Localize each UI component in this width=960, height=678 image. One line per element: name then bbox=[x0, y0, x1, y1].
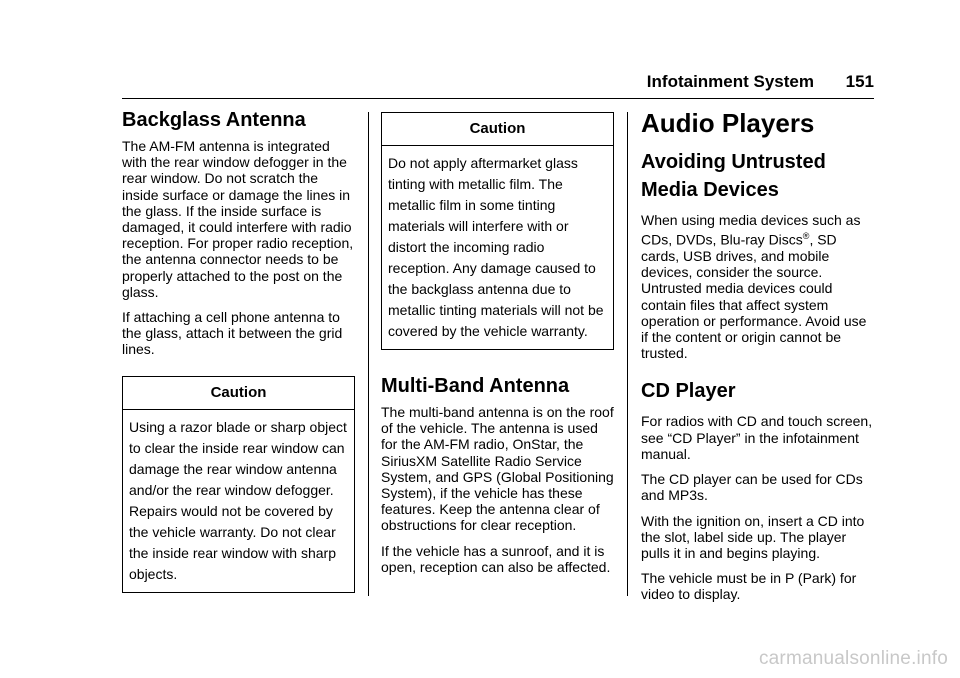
video-park-paragraph: The vehicle must be in P (Park) for video to display. bbox=[641, 570, 857, 603]
cd-player-usage-paragraph: The CD player can be used for CDs and MP3s. bbox=[641, 471, 863, 504]
column-divider bbox=[627, 112, 628, 596]
audio-players-heading: Audio Players bbox=[641, 108, 815, 138]
caution-title: Caution bbox=[123, 377, 354, 410]
caution-box bbox=[381, 112, 614, 350]
caution-text: Using a razor blade or sharp object to clear the inside rear window can damage the rear window antenna and/or the rear window defogger. Repairs would not be covered by the vehicle warranty. Do not clear the inside rear window with sharp objects. bbox=[129, 418, 347, 582]
column-left bbox=[122, 108, 355, 593]
page-number: 151 bbox=[845, 72, 874, 91]
caution-box bbox=[122, 376, 355, 593]
page-header bbox=[122, 72, 874, 99]
backglass-antenna-heading: Backglass Antenna bbox=[122, 109, 306, 131]
untrusted-media-paragraph bbox=[641, 212, 876, 361]
backglass-antenna-paragraph: The AM-FM antenna is integrated with the rear window defogger in the rear window. Do not scratch the inside surface or damage the lines in the glass. If the inside surface is damaged, it could interfere with radio reception. For proper radio reception, the antenna connector needs to be properly attached to the post on the glass. bbox=[122, 138, 354, 300]
multi-band-antenna-paragraph: The multi-band antenna is on the roof of the vehicle. The antenna is used for the AM-FM radio, OnStar, the SiriusXM Satellite Radio Service System, and GPS (Global Positioning System), if the vehicle has these features. Keep the antenna clear of obstructions for clear reception. bbox=[381, 404, 614, 534]
sunroof-paragraph: If the vehicle has a sunroof, and it is open, reception can also be affected. bbox=[381, 542, 611, 575]
untrusted-media-heading: Avoiding Untrusted Media Devices bbox=[641, 151, 826, 201]
registered-trademark: ® bbox=[802, 231, 810, 242]
cd-player-touch-paragraph: For radios with CD and touch screen, see “CD Player” in the infotainment manual. bbox=[641, 413, 873, 462]
column-middle bbox=[381, 112, 614, 584]
column-divider bbox=[368, 112, 369, 596]
cd-player-heading: CD Player bbox=[641, 380, 736, 403]
watermark: carmanualsonline.info bbox=[758, 648, 948, 669]
column-right bbox=[641, 108, 876, 612]
cell-phone-antenna-paragraph: If attaching a cell phone antenna to the glass, attach it between the grid lines. bbox=[122, 309, 343, 358]
caution-title: Caution bbox=[382, 113, 613, 146]
section-name: Infotainment System bbox=[646, 72, 814, 91]
multi-band-antenna-heading: Multi-Band Antenna bbox=[381, 375, 570, 397]
caution-text: Do not apply aftermarket glass tinting with metallic film. The metallic film in some tinting materials will interfere with or distort the incoming radio reception. Any damage caused to the backglass antenna due to metallic tinting materials will not be covered by the vehicle warranty. bbox=[388, 155, 604, 339]
cd-insert-paragraph: With the ignition on, insert a CD into the slot, label side up. The player pulls it in and begins playing. bbox=[641, 512, 865, 561]
untrusted-media-text-end: , SD cards, USB drives, and mobile devices, consider the source. Untrusted media devices could contain files that affect system operation or performance. Avoid use if the content or origin cannot be trusted. bbox=[641, 231, 867, 362]
untrusted-media-text-start: When using media devices such as CDs, DVDs, Blu-ray Discs bbox=[641, 212, 861, 248]
